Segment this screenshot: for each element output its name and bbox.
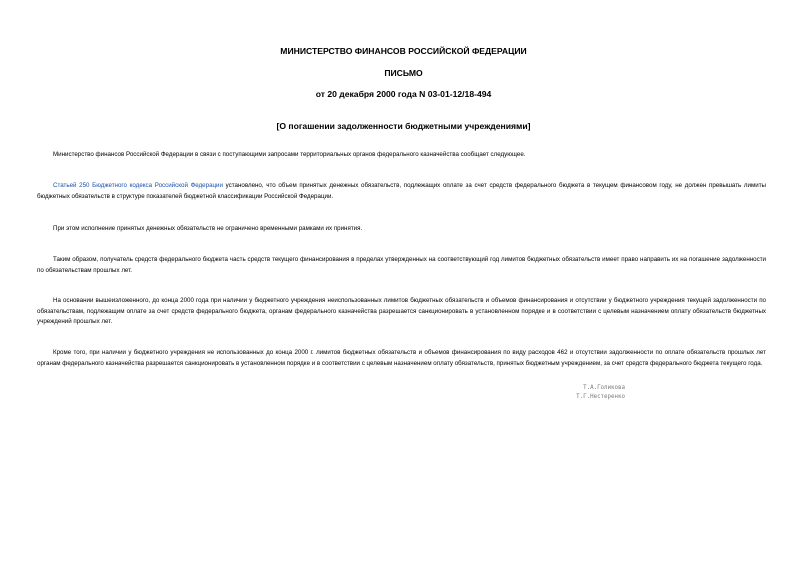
budget-code-article-250-link[interactable]: Статьей 250 Бюджетного кодекса Российской Федерации <box>53 182 223 189</box>
document-type: ПИСЬМО <box>384 68 423 78</box>
paragraph-2-text: установлено, что объем принятых денежных обязательств, подлежащих оплате за счет средств федерального бюджета в текущем финансовом году, не должен превышать лимиты бюджетных обязательств в структуре показателей бюджетной классификации Российской Федерации. <box>37 182 766 200</box>
signature-golikova: Т.А.Голикова <box>583 385 625 391</box>
paragraph-3: При этом исполнение принятых денежных обязательств не ограничено временными рамками их принятия. <box>53 225 363 232</box>
paragraph-6: Кроме того, при наличии у бюджетного учреждения не использованных до конца 2000 г. лимитов бюджетных обязательств и объемов финансирования по виду расходов 462 и отсутствии задолженности по оплате обязательств прошлых лет органам федерального казначейства разрешается санкционировать в установленном порядке и в соответствии с целевым назначением оплату обязательств, принятых бюджетным учреждением, за счет средств федерального бюджета текущего года. <box>37 349 766 367</box>
signature-nesterenko: Т.Г.Нестеренко <box>576 394 625 400</box>
document-date-number: от 20 декабря 2000 года N 03-01-12/18-494 <box>315 89 492 99</box>
paragraph-4: Таким образом, получатель средств федерального бюджета часть средств текущего финансирования в пределах утвержденных на соответствующий год лимитов бюджетных обязательств имеет право направить их на погашение задолженности по обязательствам прошлых лет. <box>37 256 766 274</box>
paragraph-5: На основании вышеизложенного, до конца 2000 года при наличии у бюджетного учреждения неиспользованных лимитов бюджетных обязательств и объемов финансирования и отсутствии у бюджетного учреждения текущей задолженности по обязательствам, подлежащим оплате за счет средств федерального бюджета, органам федерального казначейства разрешается санкционировать в установленном порядке и в соответствии с целевым назначением оплату обязательств бюджетных учреждений прошлых лет. <box>37 297 766 325</box>
ministry-title: МИНИСТЕРСТВО ФИНАНСОВ РОССИЙСКОЙ ФЕДЕРАЦИИ <box>280 46 527 56</box>
document-subject: [О погашении задолженности бюджетными учреждениями] <box>276 121 531 131</box>
paragraph-1: Министерство финансов Российской Федерации в связи с поступающими запросами территориальных органов федерального казначейства сообщает следующее. <box>53 151 526 158</box>
paragraph-2 <box>37 181 766 202</box>
